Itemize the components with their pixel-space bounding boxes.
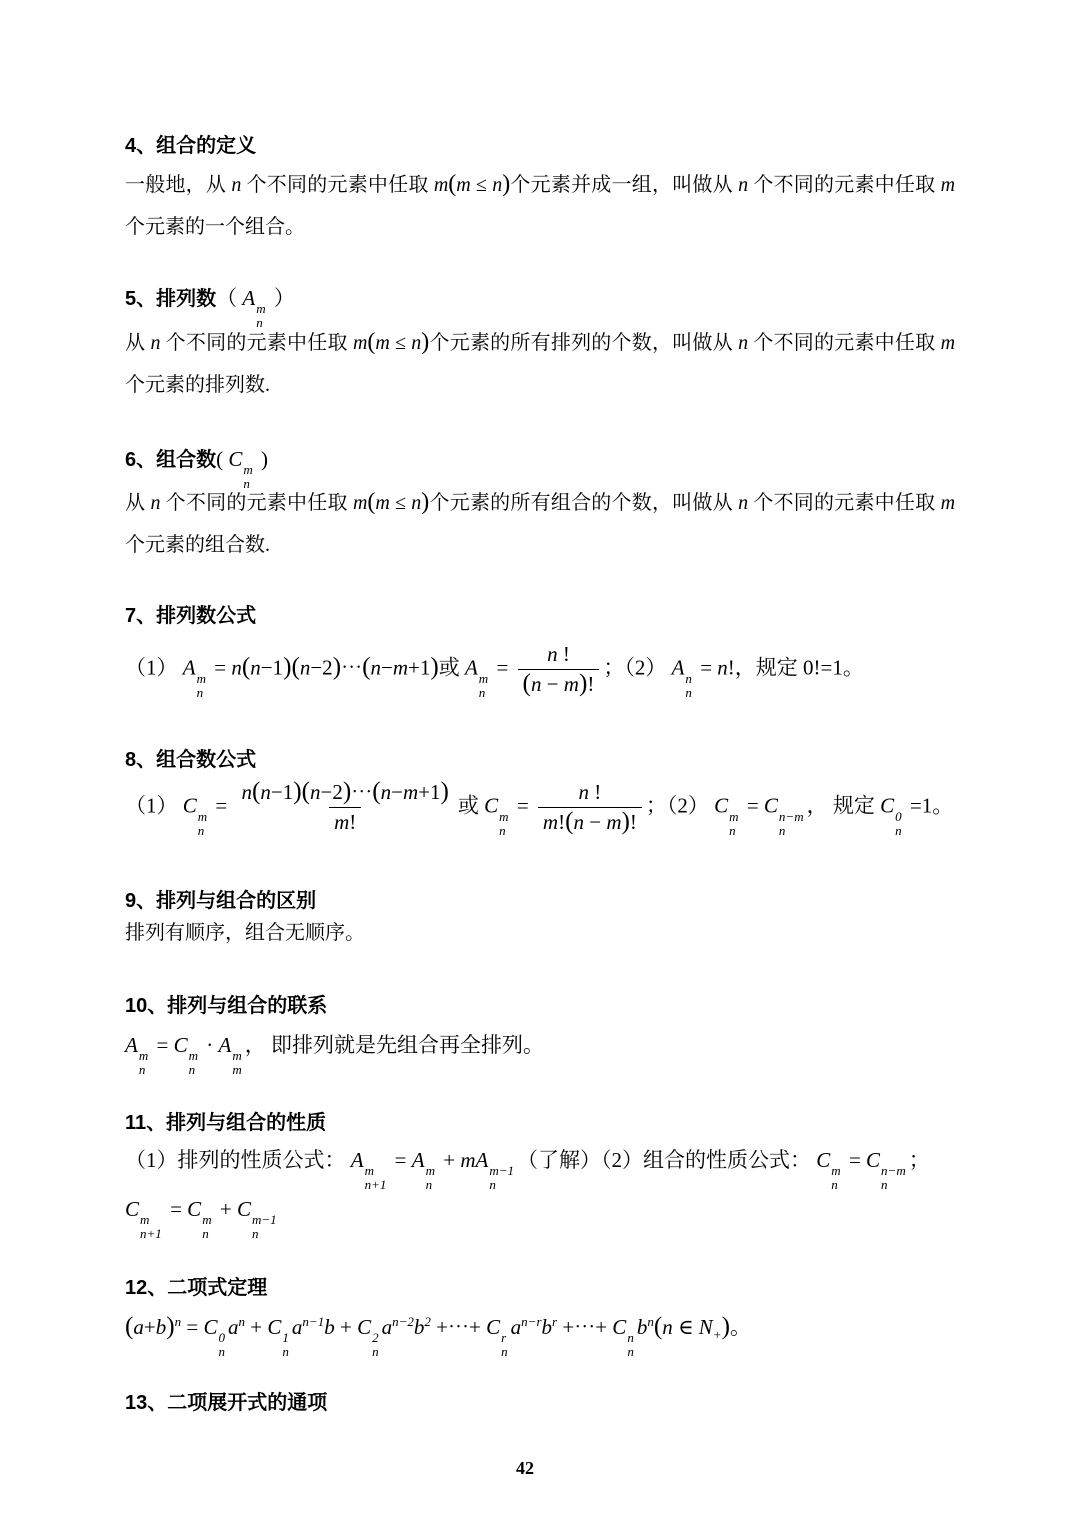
heading-combination-definition: 4、组合的定义: [125, 135, 257, 157]
heading-properties-permutation-combination: 11、排列与组合的性质: [125, 1112, 327, 1134]
body-combination-definition: 一般地，从 n 个不同的元素中任取 m(m ≤ n)个元素并成一组，叫做从 n 个不同的元素中任取 m 个元素的一个组合。: [125, 171, 956, 238]
formula-properties-line1: （1）排列的性质公式： A m n+1 = A m n + mA m−1 n （了解）（2）组合的性质公式： C m n = C n−m n ；: [125, 1148, 930, 1193]
body-difference-permutation-combination: 排列有顺序，组合无顺序。: [125, 922, 365, 944]
heading-relation-permutation-combination: 10、排列与组合的联系: [125, 995, 328, 1017]
formula-properties-line2: C m n+1 = C m n + C m−1 n: [125, 1197, 277, 1242]
formula-binomial-theorem: $(a+b)^n = C$ 0 n $a^n + C$ 1 n $a^{n-1}b + C$ 2 n $a^{n-2}b^2$ +⋯+ C r n $a^{n-r}b^r$ +⋯+ C n n $b^n(n$ ∈ $N_+$)。: [125, 1313, 751, 1360]
heading-difference-permutation-combination: 9、排列与组合的区别: [125, 890, 317, 912]
body-permutation-number: 从 n 个不同的元素中任取 m(m ≤ n)个元素的所有排列的个数，叫做从 n 个不同的元素中任取 m 个元素的排列数.: [125, 329, 956, 396]
page-number: 42: [516, 1458, 534, 1478]
heading-combination-number: 6、组合数( C m n ): [125, 447, 269, 492]
formula-relation: A m n = C m n · A m m ， 即排列就是先组合再全排列。: [125, 1033, 544, 1078]
heading-combination-formula: 8、组合数公式: [125, 749, 257, 771]
body-combination-number: 从 n 个不同的元素中任取 m(m ≤ n)个元素的所有组合的个数，叫做从 n 个不同的元素中任取 m 个元素的组合数.: [125, 489, 956, 556]
heading-permutation-formula: 7、排列数公式: [125, 605, 257, 627]
formula-permutation: （1） A m n = n(n−1)(n−2)⋯(n−m+1)或 A m n = $\frac{n !}{(n - m)!}$ ；（2） A n n = n!，规定 0!=1。: [125, 642, 864, 700]
heading-binomial-theorem: 12、二项式定理: [125, 1277, 268, 1299]
formula-combination: （1） C m n = $\frac{n(n-1)(n-2)\cdots(n-m+1)}{m!}$ 或 C m n = $\frac{n !}{m!(n - m)!}$ ；（2） C m n = C n−m n ， 规定 C 0 n =1。: [125, 778, 954, 838]
heading-permutation-number: 5、排列数（ A m n ）: [125, 286, 295, 331]
heading-binomial-general-term: 13、二项展开式的通项: [125, 1392, 328, 1414]
